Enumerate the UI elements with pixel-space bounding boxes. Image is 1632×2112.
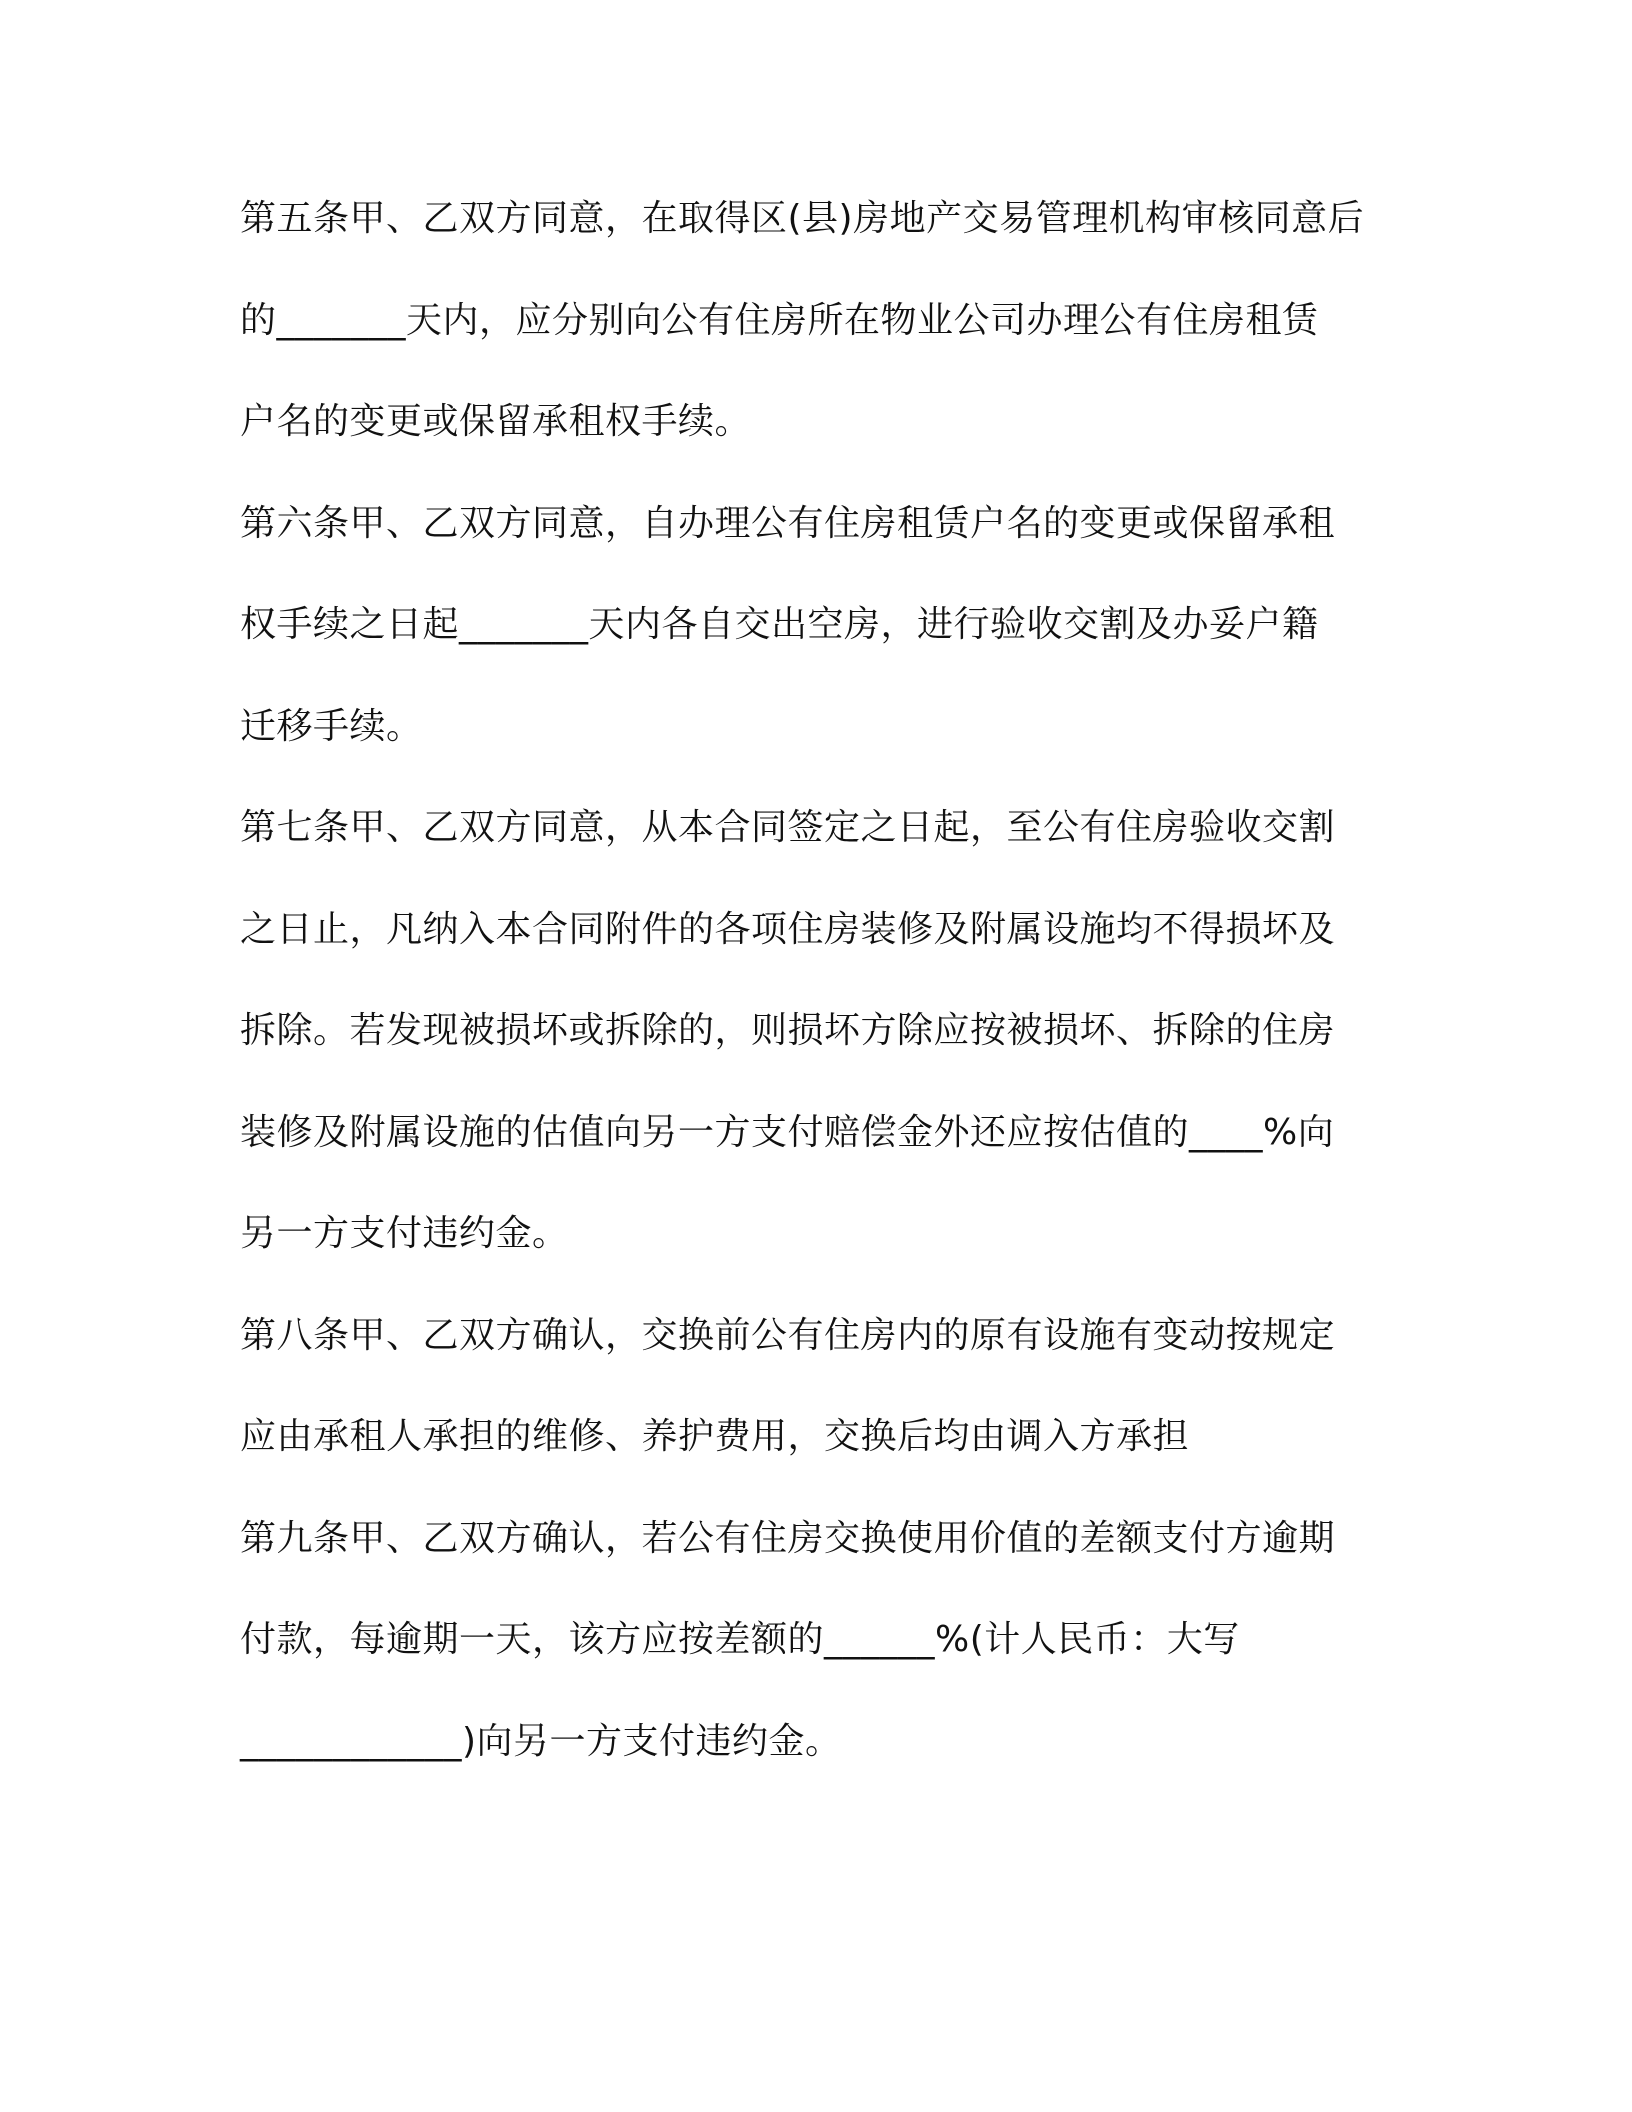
text-line: 应由承租人承担的维修、养护费用，交换后均由调入方承担 bbox=[240, 1416, 1190, 1457]
text-line: 权手续之日起_______天内各自交出空房，进行验收交割及办妥户籍 bbox=[240, 604, 1319, 645]
text-line: 迁移手续。 bbox=[240, 705, 423, 747]
text-line: 装修及附属设施的估值向另一方支付赔偿金外还应按估值的____%向 bbox=[240, 1111, 1335, 1153]
text-line: 第九条甲、乙双方确认，若公有住房交换使用价值的差额支付方逾期 bbox=[240, 1517, 1336, 1559]
text-line: 付款，每逾期一天，该方应按差额的______%(计人民币：大写 bbox=[240, 1619, 1240, 1660]
text-line: 第五条甲、乙双方同意，在取得区(县)房地产交易管理机构审核同意后 bbox=[240, 198, 1365, 239]
text-line: 之日止，凡纳入本合同附件的各项住房装修及附属设施均不得损坏及 bbox=[240, 908, 1336, 950]
text-line: 拆除。若发现被损坏或拆除的，则损坏方除应按被损坏、拆除的住房 bbox=[240, 1010, 1336, 1051]
text-line: 户名的变更或保留承租权手续。 bbox=[240, 401, 752, 442]
document-body bbox=[240, 176, 1400, 1800]
text-line: 第六条甲、乙双方同意，自办理公有住房租赁户名的变更或保留承租 bbox=[240, 502, 1336, 544]
text-line: 第七条甲、乙双方同意，从本合同签定之日起，至公有住房验收交割 bbox=[240, 807, 1336, 848]
text-line: ____________)向另一方支付违约金。 bbox=[240, 1720, 842, 1762]
text-line: 的_______天内，应分别向公有住房所在物业公司办理公有住房租赁 bbox=[240, 299, 1319, 341]
text-line: 另一方支付违约金。 bbox=[240, 1213, 569, 1254]
text-line: 第八条甲、乙双方确认，交换前公有住房内的原有设施有变动按规定 bbox=[240, 1314, 1336, 1356]
